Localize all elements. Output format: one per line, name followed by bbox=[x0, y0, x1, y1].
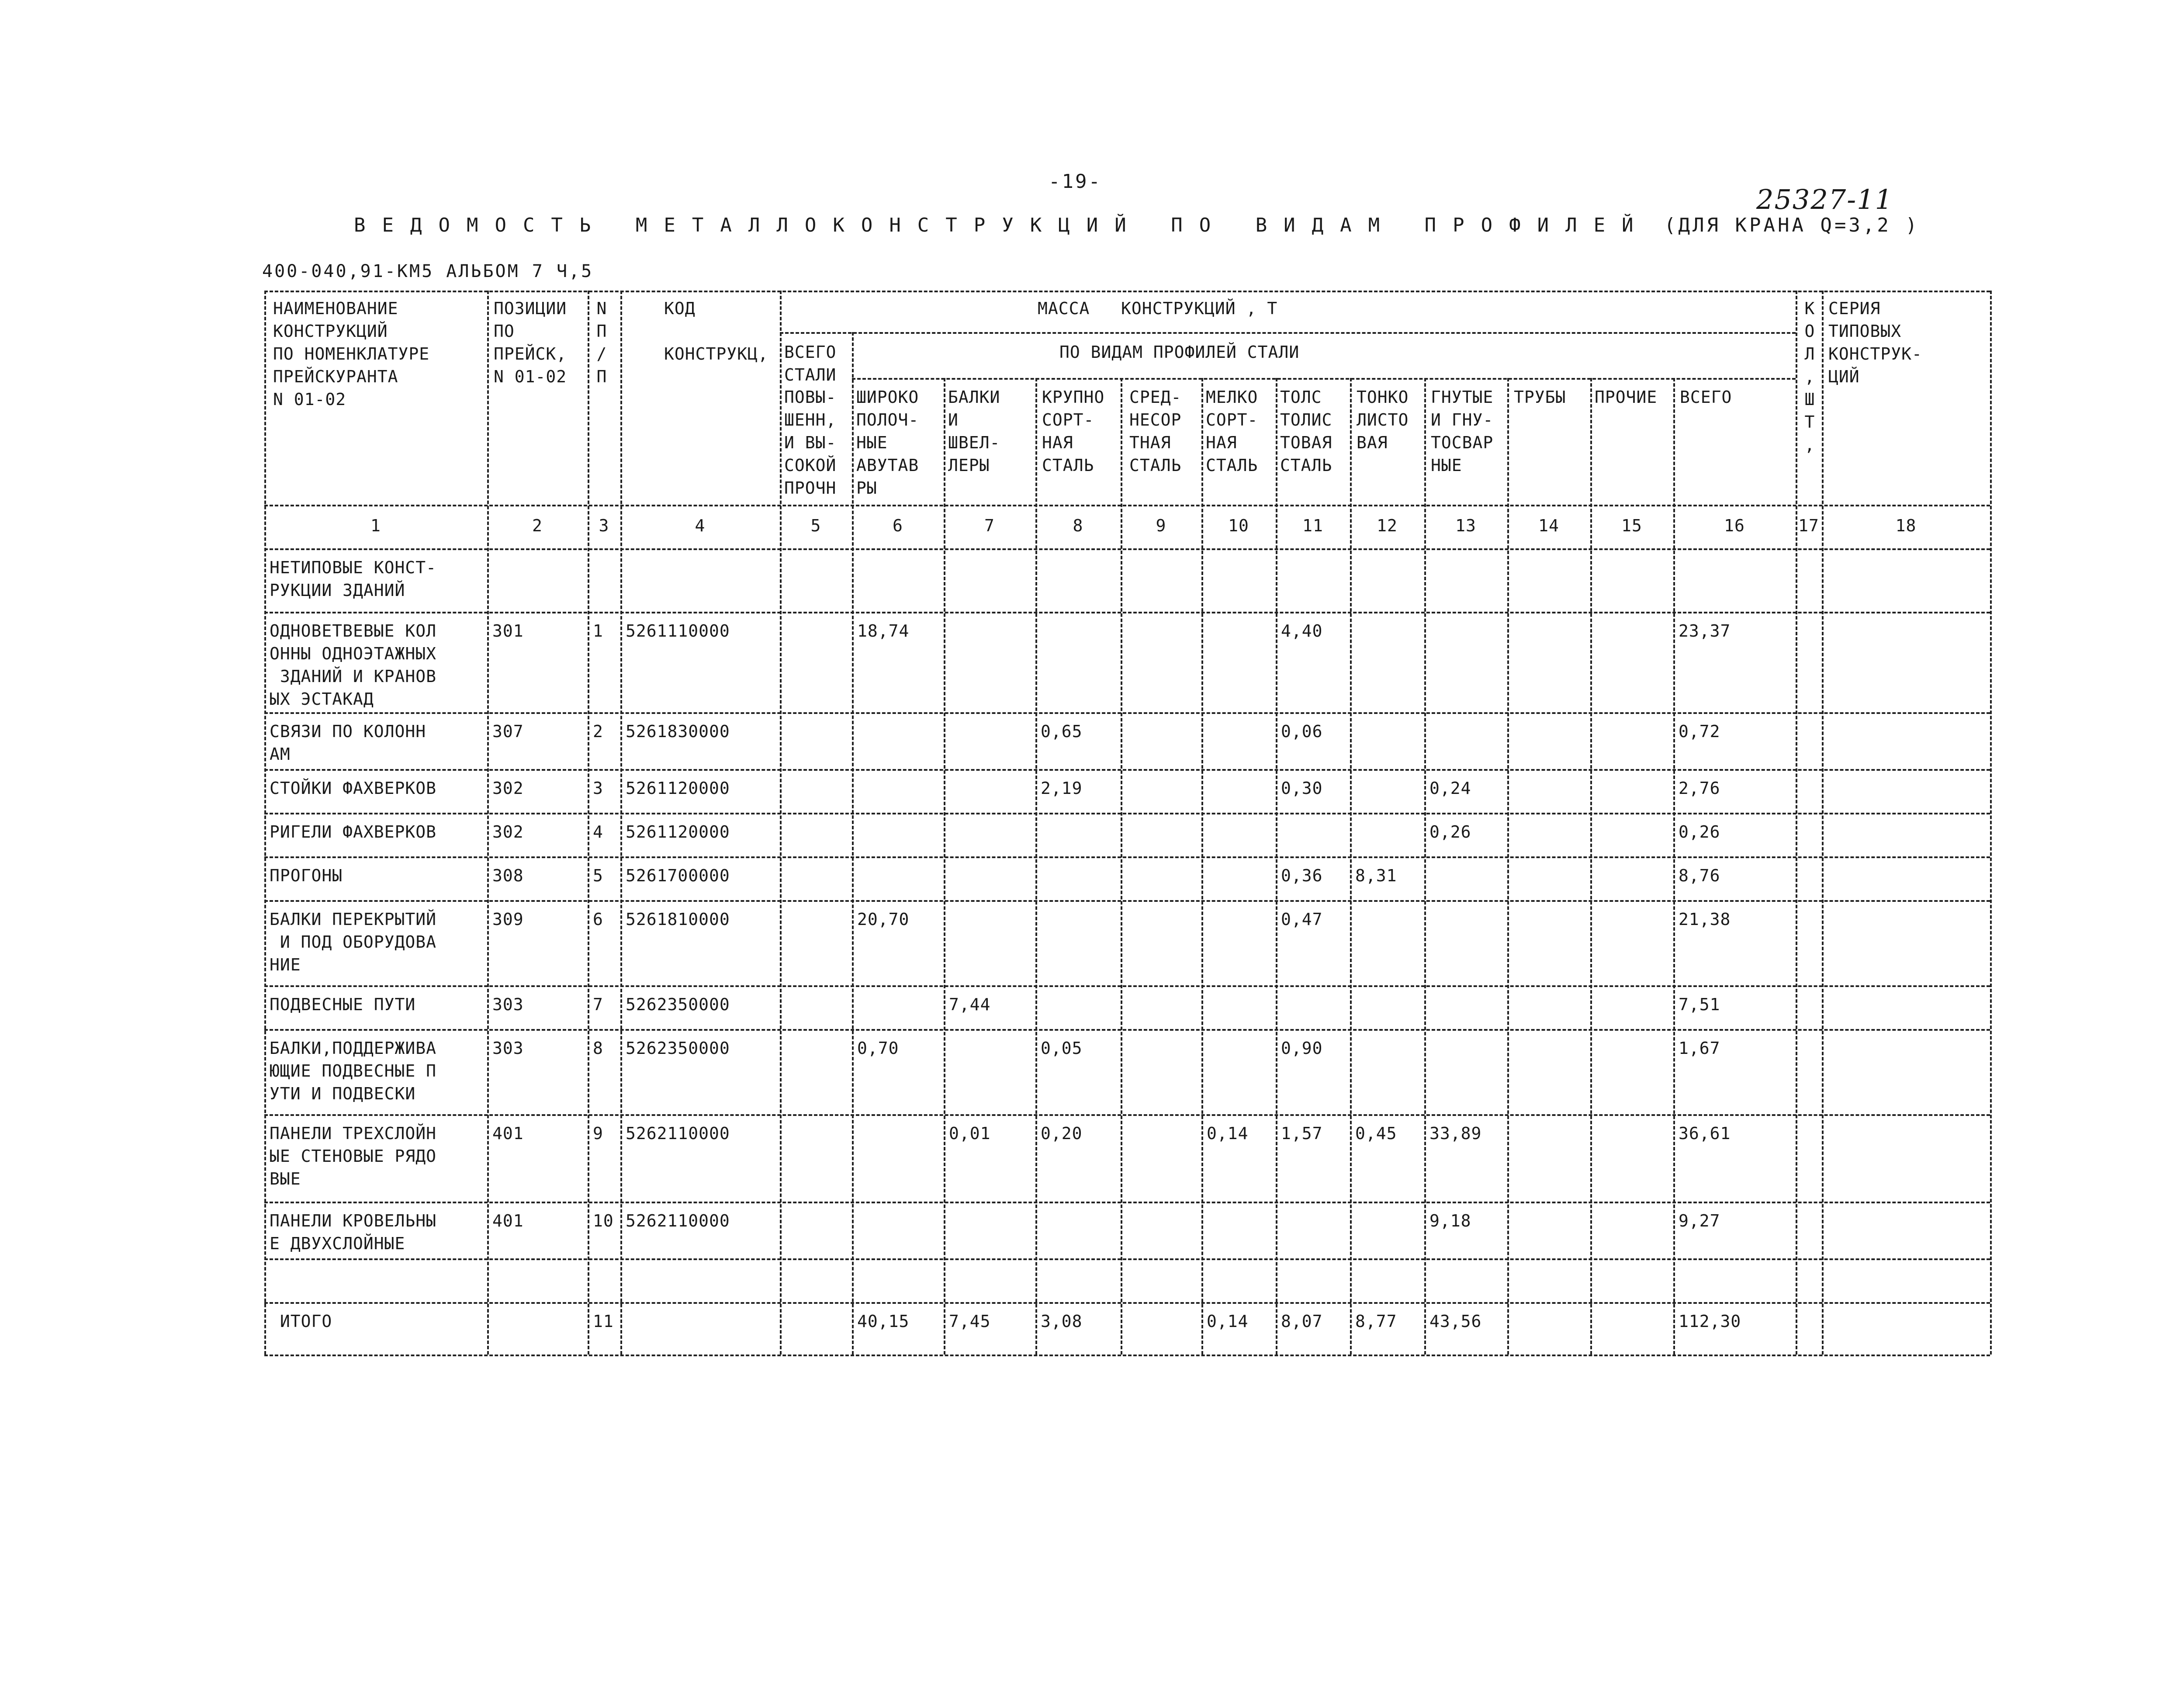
cell-name: БАЛКИ,ПОДДЕРЖИВА ЮЩИЕ ПОДВЕСНЫЕ П УТИ И ПОДВЕСКИ bbox=[270, 1039, 437, 1103]
cell-name: ИТОГО bbox=[270, 1312, 332, 1331]
header-col9: СРЕД- НЕСОР ТНАЯ СТАЛЬ bbox=[1129, 388, 1182, 475]
cell-c16: 21,38 bbox=[1679, 910, 1731, 929]
cell-c13: 0,24 bbox=[1429, 779, 1471, 798]
column-number: 8 bbox=[1073, 516, 1083, 535]
header-col5: ПОВЫ- ШЕНН, И ВЫ- СОКОЙ ПРОЧН bbox=[784, 388, 837, 498]
title-main: ВЕДОМОСТЬ МЕТАЛЛОКОНСТРУКЦИЙ ПО ВИДАМ ПРОФИЛЕЙ bbox=[354, 214, 1650, 236]
page-title bbox=[354, 214, 1920, 236]
cell-pos: 301 bbox=[492, 621, 524, 641]
row-divider-line bbox=[264, 612, 1990, 613]
cell-n: 4 bbox=[593, 822, 603, 842]
cell-code: 5261700000 bbox=[626, 866, 730, 885]
cell-code: 5261120000 bbox=[626, 779, 730, 798]
grid-vline bbox=[1822, 291, 1824, 1355]
table-side-border bbox=[264, 291, 266, 1355]
header-position: ПОЗИЦИИ ПО ПРЕЙСК, N 01-02 bbox=[494, 299, 567, 386]
cell-c12: 0,45 bbox=[1355, 1124, 1397, 1143]
cell-c7: 0,01 bbox=[949, 1124, 991, 1143]
cell-n: 3 bbox=[593, 779, 603, 798]
cell-n: 1 bbox=[593, 621, 603, 641]
header-by-profile: ПО ВИДАМ ПРОФИЛЕЙ СТАЛИ bbox=[1059, 343, 1300, 362]
grid-vline bbox=[852, 332, 854, 1355]
column-number: 17 bbox=[1798, 516, 1819, 535]
row-divider-line bbox=[264, 1114, 1990, 1116]
column-number: 16 bbox=[1724, 516, 1745, 535]
header-total-steel: ВСЕГО СТАЛИ bbox=[784, 343, 837, 385]
cell-c8: 0,20 bbox=[1041, 1124, 1083, 1143]
cell-c16: 0,26 bbox=[1679, 822, 1720, 842]
grid-vline bbox=[1796, 291, 1797, 1355]
row-divider-line bbox=[264, 712, 1990, 714]
cell-pos: 302 bbox=[492, 779, 524, 798]
column-number: 2 bbox=[532, 516, 543, 535]
cell-c13: 0,26 bbox=[1429, 822, 1471, 842]
header-name: НАИМЕНОВАНИЕ КОНСТРУКЦИЙ ПО НОМЕНКЛАТУРЕ ПРЕЙСКУРАНТА N 01-02 bbox=[273, 299, 430, 409]
cell-c8: 2,19 bbox=[1041, 779, 1083, 798]
header-col12: ТОНКО ЛИСТО ВАЯ bbox=[1357, 388, 1409, 452]
header-mass: МАССА КОНСТРУКЦИЙ , Т bbox=[1038, 299, 1278, 318]
cell-c8: 3,08 bbox=[1041, 1312, 1083, 1331]
cell-pos: 303 bbox=[492, 995, 524, 1014]
cell-c16: 7,51 bbox=[1679, 995, 1720, 1014]
header-col14: ТРУБЫ bbox=[1514, 388, 1566, 407]
row-divider-line bbox=[264, 1258, 1990, 1260]
cell-n: 7 bbox=[593, 995, 603, 1014]
cell-c12: 8,31 bbox=[1355, 866, 1397, 885]
cell-name: ПАНЕЛИ КРОВЕЛЬНЫ Е ДВУХСЛОЙНЫЕ bbox=[270, 1211, 437, 1253]
column-number: 15 bbox=[1621, 516, 1642, 535]
cell-name: СВЯЗИ ПО КОЛОНН АМ bbox=[270, 722, 426, 764]
colnum-bottom-line bbox=[264, 548, 1990, 550]
cell-c10: 0,14 bbox=[1207, 1124, 1249, 1143]
cell-pos: 401 bbox=[492, 1211, 524, 1230]
column-number: 12 bbox=[1377, 516, 1398, 535]
cell-c13: 43,56 bbox=[1429, 1312, 1482, 1331]
cell-n: 10 bbox=[593, 1211, 614, 1230]
cell-code: 5262110000 bbox=[626, 1211, 730, 1230]
grid-vline bbox=[780, 291, 782, 1355]
column-number: 11 bbox=[1302, 516, 1323, 535]
cell-c16: 2,76 bbox=[1679, 779, 1720, 798]
cell-name: ПОДВЕСНЫЕ ПУТИ bbox=[270, 995, 416, 1014]
column-number: 18 bbox=[1895, 516, 1917, 535]
profile-table bbox=[264, 291, 1990, 1403]
row-divider-line bbox=[264, 1355, 1990, 1356]
header-series: СЕРИЯ ТИПОВЫХ КОНСТРУК- ЦИЙ bbox=[1828, 299, 1922, 386]
row-divider-line bbox=[264, 769, 1990, 771]
cell-c11: 0,06 bbox=[1281, 722, 1323, 741]
cell-c11: 1,57 bbox=[1281, 1124, 1323, 1143]
cell-c16: 8,76 bbox=[1679, 866, 1720, 885]
cell-c7: 7,44 bbox=[949, 995, 991, 1014]
header-code: КОД КОНСТРУКЦ, bbox=[664, 299, 768, 364]
column-number: 14 bbox=[1538, 516, 1559, 535]
cell-c6: 18,74 bbox=[857, 621, 910, 641]
page-number: -19- bbox=[1049, 170, 1102, 193]
cell-pos: 401 bbox=[492, 1124, 524, 1143]
cell-c16: 36,61 bbox=[1679, 1124, 1731, 1143]
cell-pos: 303 bbox=[492, 1039, 524, 1058]
cell-code: 5262350000 bbox=[626, 1039, 730, 1058]
cell-n: 6 bbox=[593, 910, 603, 929]
grid-vline bbox=[588, 291, 589, 1355]
table-side-border bbox=[1990, 291, 1992, 1355]
column-number: 6 bbox=[893, 516, 903, 535]
cell-c6: 0,70 bbox=[857, 1039, 899, 1058]
header-qty: К О Л , Ш Т , bbox=[1804, 299, 1815, 454]
cell-n: 8 bbox=[593, 1039, 603, 1058]
cell-c11: 0,90 bbox=[1281, 1039, 1323, 1058]
cell-c16: 0,72 bbox=[1679, 722, 1720, 741]
header-col15: ПРОЧИЕ bbox=[1595, 388, 1658, 407]
cell-c8: 0,65 bbox=[1041, 722, 1083, 741]
cell-name: БАЛКИ ПЕРЕКРЫТИЙ И ПОД ОБОРУДОВА НИЕ bbox=[270, 910, 437, 974]
column-number: 13 bbox=[1455, 516, 1476, 535]
cell-n: 2 bbox=[593, 722, 603, 741]
cell-c16: 23,37 bbox=[1679, 621, 1731, 641]
album-reference: 400-040,91-КМ5 АЛЬБОМ 7 Ч,5 bbox=[262, 261, 594, 281]
column-number: 4 bbox=[695, 516, 706, 535]
cell-c11: 4,40 bbox=[1281, 621, 1323, 641]
title-suffix: (ДЛЯ КРАНА Q=3,2 ) bbox=[1664, 214, 1920, 236]
cell-code: 5261110000 bbox=[626, 621, 730, 641]
cell-name: ПРОГОНЫ bbox=[270, 866, 343, 885]
cell-pos: 307 bbox=[492, 722, 524, 741]
header-np: N П / П bbox=[596, 299, 607, 386]
header-col11: ТОЛС ТОЛИС ТОВАЯ СТАЛЬ bbox=[1280, 388, 1333, 475]
cell-c6: 20,70 bbox=[857, 910, 910, 929]
cell-name: НЕТИПОВЫЕ КОНСТ- РУКЦИИ ЗДАНИЙ bbox=[270, 558, 437, 600]
cell-c13: 9,18 bbox=[1429, 1211, 1471, 1230]
cell-c11: 0,36 bbox=[1281, 866, 1323, 885]
header-col6: ШИРОКО ПОЛОЧ- НЫЕ АВУТАВ РЫ bbox=[856, 388, 919, 498]
cell-n: 5 bbox=[593, 866, 603, 885]
header-col8: КРУПНО СОРТ- НАЯ СТАЛЬ bbox=[1042, 388, 1105, 475]
header-bottom-line bbox=[264, 505, 1990, 506]
row-divider-line bbox=[264, 1202, 1990, 1203]
row-divider-line bbox=[264, 813, 1990, 814]
cell-pos: 308 bbox=[492, 866, 524, 885]
header-col16: ВСЕГО bbox=[1680, 388, 1732, 407]
row-divider-line bbox=[264, 1029, 1990, 1031]
cell-n: 9 bbox=[593, 1124, 603, 1143]
row-divider-line bbox=[264, 856, 1990, 858]
column-number: 10 bbox=[1228, 516, 1249, 535]
cell-c6: 40,15 bbox=[857, 1312, 910, 1331]
cell-c11: 0,47 bbox=[1281, 910, 1323, 929]
cell-c16: 9,27 bbox=[1679, 1211, 1720, 1230]
header-col13: ГНУТЫЕ И ГНУ- ТОСВАР НЫЕ bbox=[1431, 388, 1494, 475]
profile-divider-line bbox=[852, 378, 1796, 380]
header-col10: МЕЛКО СОРТ- НАЯ СТАЛЬ bbox=[1206, 388, 1258, 475]
cell-name: РИГЕЛИ ФАХВЕРКОВ bbox=[270, 822, 437, 842]
column-number: 5 bbox=[810, 516, 821, 535]
cell-c16: 1,67 bbox=[1679, 1039, 1720, 1058]
column-number: 3 bbox=[599, 516, 609, 535]
grid-vline bbox=[620, 291, 622, 1355]
cell-name: СТОЙКИ ФАХВЕРКОВ bbox=[270, 779, 437, 798]
cell-c8: 0,05 bbox=[1041, 1039, 1083, 1058]
cell-c10: 0,14 bbox=[1207, 1312, 1249, 1331]
cell-code: 5261810000 bbox=[626, 910, 730, 929]
row-divider-line bbox=[264, 900, 1990, 902]
column-number: 9 bbox=[1156, 516, 1166, 535]
cell-pos: 302 bbox=[492, 822, 524, 842]
column-number: 7 bbox=[984, 516, 995, 535]
cell-n: 11 bbox=[593, 1312, 614, 1331]
header-col7: БАЛКИ И ШВЕЛ- ЛЕРЫ bbox=[948, 388, 1000, 475]
cell-name: ОДНОВЕТВЕВЫЕ КОЛ ОННЫ ОДНОЭТАЖНЫХ ЗДАНИЙ И КРАНОВ ЫХ ЭСТАКАД bbox=[270, 621, 437, 709]
table-top-border bbox=[264, 291, 1990, 292]
row-divider-line bbox=[264, 985, 1990, 987]
mass-divider-line bbox=[780, 332, 1796, 334]
cell-c16: 112,30 bbox=[1679, 1312, 1741, 1331]
cell-code: 5262350000 bbox=[626, 995, 730, 1014]
cell-code: 5261120000 bbox=[626, 822, 730, 842]
grid-vline bbox=[487, 291, 489, 1355]
cell-c13: 33,89 bbox=[1429, 1124, 1482, 1143]
cell-c11: 8,07 bbox=[1281, 1312, 1323, 1331]
cell-c12: 8,77 bbox=[1355, 1312, 1397, 1331]
cell-pos: 309 bbox=[492, 910, 524, 929]
cell-code: 5261830000 bbox=[626, 722, 730, 741]
cell-c7: 7,45 bbox=[949, 1312, 991, 1331]
column-number: 1 bbox=[370, 516, 381, 535]
cell-code: 5262110000 bbox=[626, 1124, 730, 1143]
cell-name: ПАНЕЛИ ТРЕХСЛОЙН ЫЕ СТЕНОВЫЕ РЯДО ВЫЕ bbox=[270, 1124, 437, 1188]
cell-c11: 0,30 bbox=[1281, 779, 1323, 798]
document-code: 25327-11 bbox=[1756, 184, 1893, 215]
row-divider-line bbox=[264, 1302, 1990, 1304]
